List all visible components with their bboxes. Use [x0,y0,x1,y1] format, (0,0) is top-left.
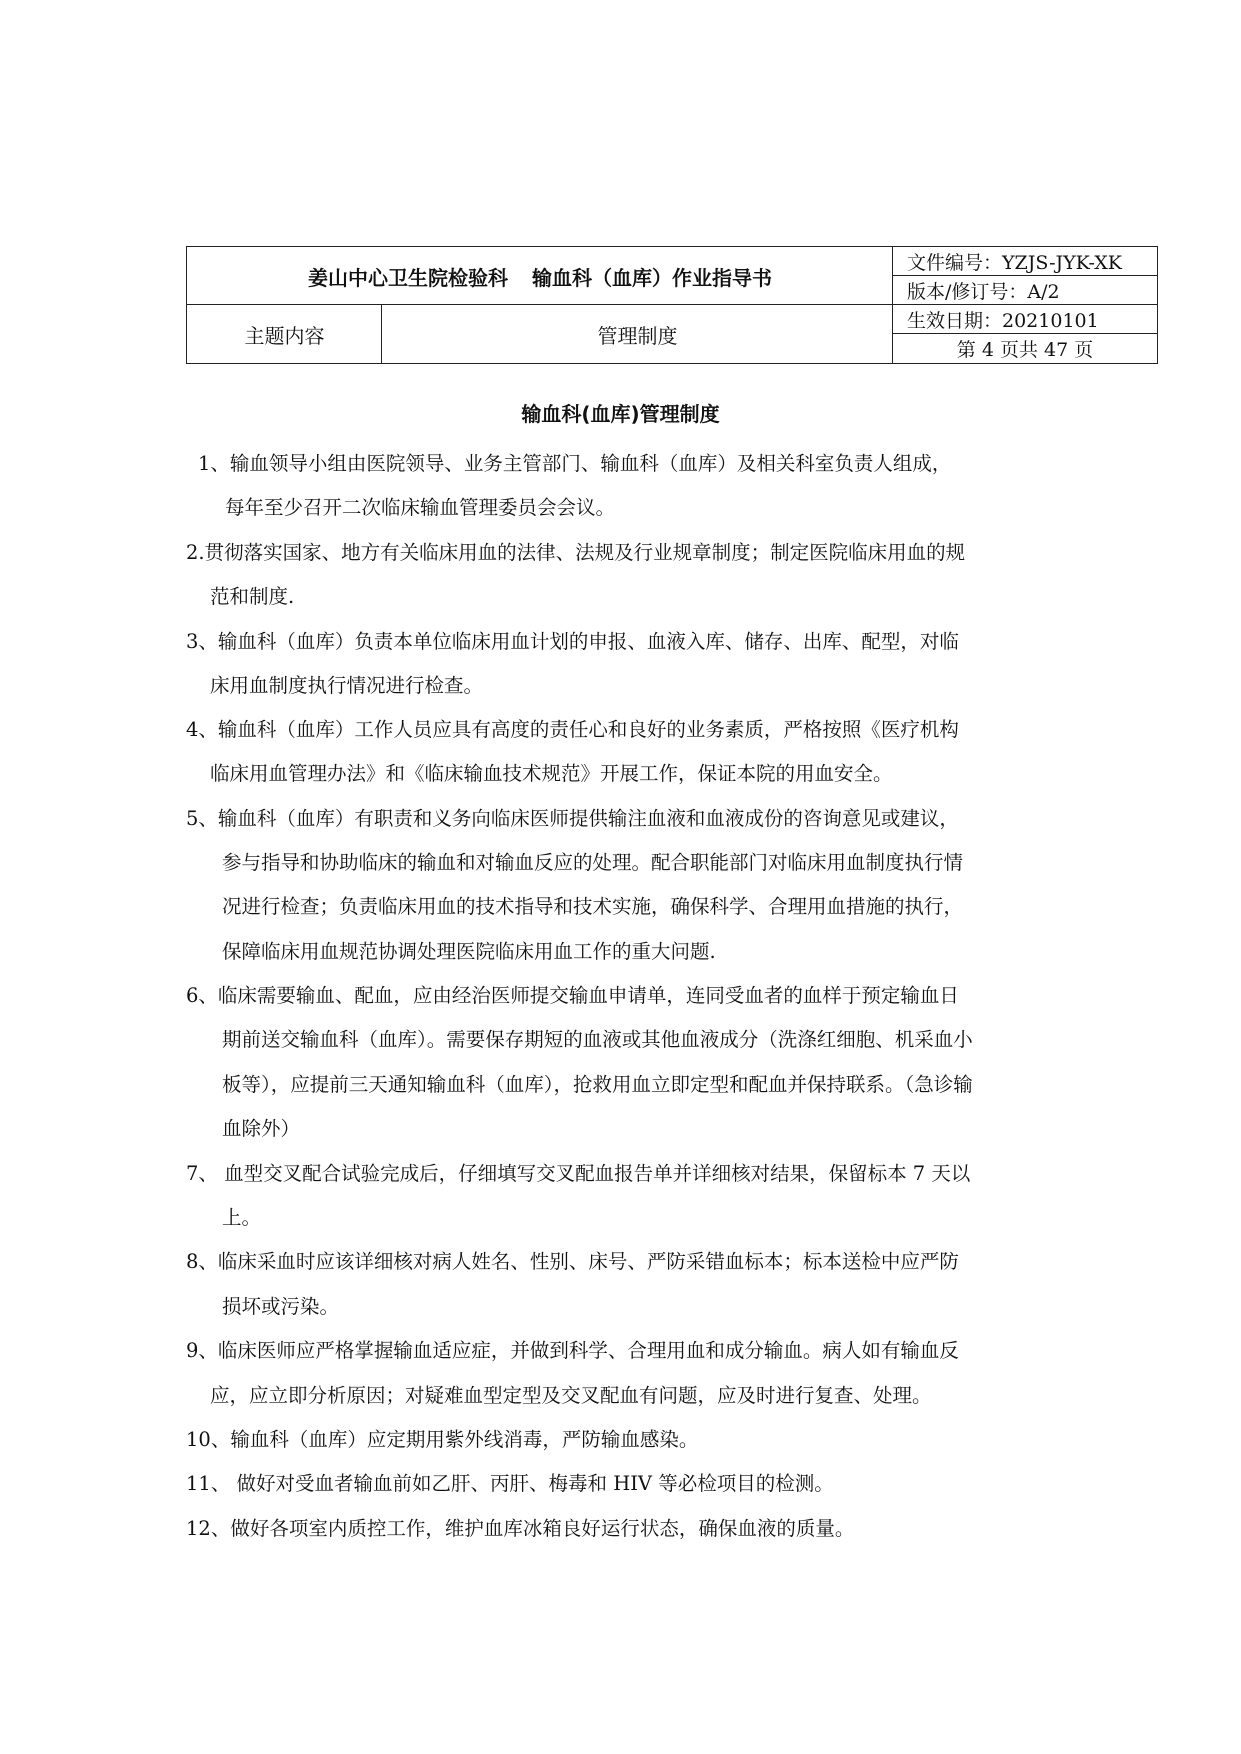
item-9-line-2: 应，应立即分析原因；对疑难血型定型及交叉配血有问题，应及时进行复查、处理。 [210,1384,932,1407]
item-8-line-1: 8、临床采血时应该详细核对病人姓名、性别、床号、严防采错血标本；标本送检中应严防 [186,1250,959,1273]
item-6-line-1: 6、临床需要输血、配血，应由经治医师提交输血申请单，连同受血者的血样于预定输血日 [186,984,959,1007]
item-9-line-1: 9、临床医师应严格掌握输血适应症，并做到科学、合理用血和成分输血。病人如有输血反 [186,1339,959,1362]
item-7-line-2: 上。 [222,1206,262,1229]
item-6-line-4: 血除外） [222,1117,301,1140]
document-title: 输血科(血库)管理制度 [521,402,720,426]
table-divider [892,247,893,363]
item-2-line-1: 2.贯彻落实国家、地方有关临床用血的法律、法规及行业规章制度；制定医院临床用血的规 [186,541,966,564]
document-name: 输血科（血库）作业指导书 [532,265,772,290]
item-8-line-2: 损坏或污染。 [222,1295,340,1318]
effective-date: 生效日期：20210101 [907,310,1099,332]
item-3-line-1: 3、输血科（血库）负责本单位临床用血计划的申报、血液入库、储存、出库、配型，对临 [186,630,959,653]
item-12-line-1: 12、做好各项室内质控工作，维护血库冰箱良好运行状态，确保血液的质量。 [186,1517,855,1540]
item-5-line-3: 况进行检查；负责临床用血的技术指导和技术实施，确保科学、合理用血措施的执行， [222,895,964,918]
subject-label: 主题内容 [244,323,325,348]
table-divider [893,275,1157,276]
table-divider [893,333,1157,334]
item-4-line-1: 4、输血科（血库）工作人员应具有高度的责任心和良好的业务素质，严格按照《医疗机构 [186,718,959,741]
version-number: 版本/修订号：A/2 [907,281,1060,303]
table-divider [381,304,382,363]
subject-value: 管理制度 [597,323,678,348]
file-number: 文件编号：YZJS-JYK-XK [907,252,1122,274]
table-divider [187,304,1157,305]
item-10-line-1: 10、输血科（血库）应定期用紫外线消毒，严防输血感染。 [186,1428,699,1451]
header-title [187,247,893,305]
item-6-line-3: 板等），应提前三天通知输血科（血库），抢救用血立即定型和配血并保持联系。（急诊输 [222,1073,973,1096]
item-5-line-1: 5、输血科（血库）有职责和义务向临床医师提供输注血液和血液成份的咨询意见或建议， [186,807,959,830]
item-2-line-2: 范和制度. [210,585,295,608]
item-1-line-1: 1、输血领导小组由医院领导、业务主管部门、输血科（血库）及相关科室负责人组成， [198,452,952,475]
item-5-line-2: 参与指导和协助临床的输血和对输血反应的处理。配合职能部门对临床用血制度执行情 [222,851,964,874]
item-1-line-2: 每年至少召开二次临床输血管理委员会会议。 [225,496,616,519]
item-11-line-1: 11、 做好对受血者输血前如乙肝、丙肝、梅毒和 HIV 等必检项目的检测。 [186,1472,834,1495]
page-info: 第 4 页共 47 页 [956,339,1094,361]
hospital-name: 姜山中心卫生院检验科 [308,265,508,290]
item-6-line-2: 期前送交输血科（血库）。需要保存期短的血液或其他血液成分（洗涤红细胞、机采血小 [222,1028,973,1051]
item-7-line-1: 7、 血型交叉配合试验完成后，仔细填写交叉配血报告单并详细核对结果，保留标本 7 天以 [186,1162,971,1185]
item-5-line-4: 保障临床用血规范协调处理医院临床用血工作的重大问题. [222,940,716,963]
header-table [186,246,1158,364]
item-3-line-2: 床用血制度执行情况进行检查。 [210,674,484,697]
item-4-line-2: 临床用血管理办法》和《临床输血技术规范》开展工作，保证本院的用血安全。 [210,762,893,785]
